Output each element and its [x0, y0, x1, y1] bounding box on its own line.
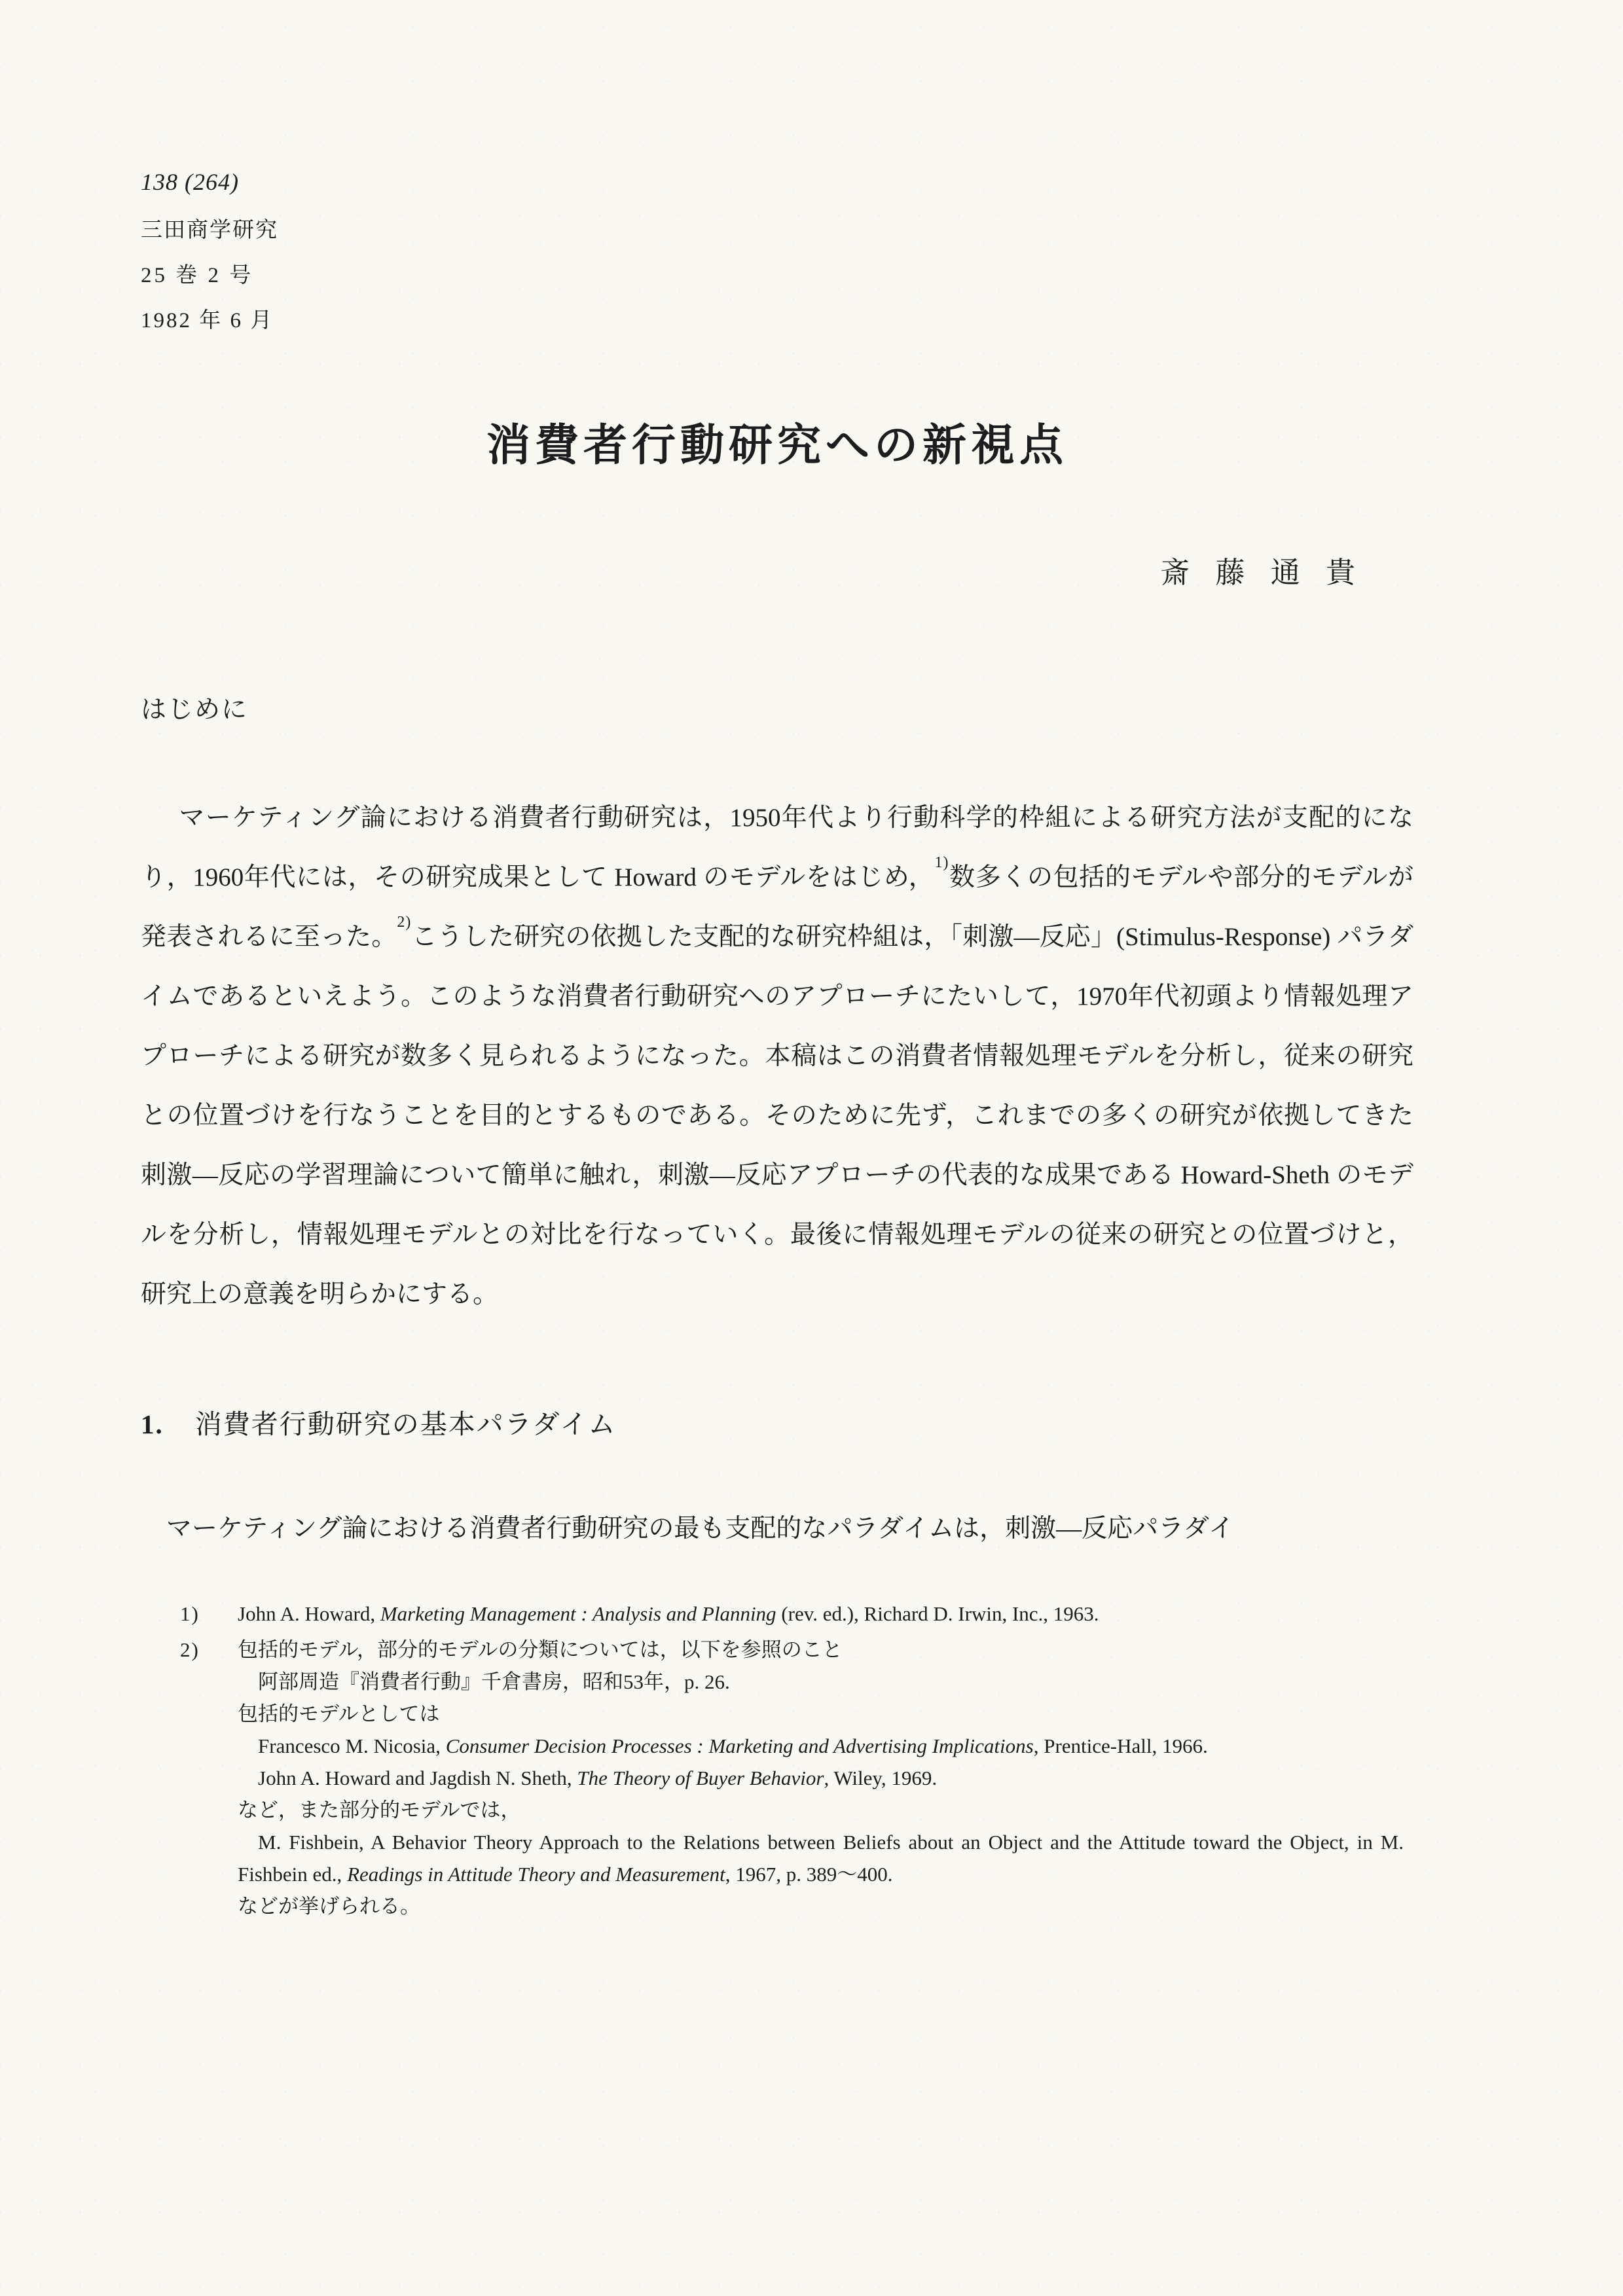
intro-paragraph-seg3: こうした研究の依拠した支配的な研究枠組は，「刺激―反応」(Stimulus-Response) パラダイムであるといえよう。このような消費者行動研究へのアプローチにたいして，1970年代初頭より情報処理アプローチによる研究が数多く見られるようになった。本稿はこの消費者情報処理モデルを分析し，従来の研究との位置づけを行なうことを目的とするものである。そのために先ず，これまでの多くの研究が依拠してきた刺激―反応の学習理論について簡単に触れ，刺激―反応アプローチの代表的な成果である Howard-Sheth のモデルを分析し，情報処理モデルとの対比を行なっていく。最後に情報処理モデルの従来の研究との位置づけと，研究上の意義を明らかにする。 [141, 923, 1413, 1308]
fishbein-seg1: M. Fishbein, A Behavior Theory Approach to the Relations between Beliefs about an Object and the Attitude toward the Object, in M. Fishbein ed., [238, 1831, 1404, 1886]
footnote-1-title-italic: Marketing Management : Analysis and Planning [380, 1602, 776, 1625]
intro-paragraph-seg2: 数多くの包括的モデルや部分的モデルが発表されるに至った。 [141, 863, 1413, 951]
section1-heading-text: 消費者行動研究の基本パラダイム [194, 1409, 617, 1439]
intro-paragraph [141, 788, 1413, 1324]
section1-heading [141, 1403, 1413, 1441]
footnote-2-fishbein-reference [238, 1826, 1404, 1890]
footnote-ref-2: 2) [397, 914, 412, 931]
footnote-2-line6: など，また部分的モデルでは， [238, 1799, 521, 1821]
footnote-2-howard-sheth-reference [238, 1762, 1404, 1794]
author-name: 斎 藤 通 貴 [1160, 556, 1364, 589]
howard-title-italic: The Theory of Buyer Behavior [577, 1767, 824, 1789]
nicosia-seg3: , Prentice-Hall, 1966. [1033, 1734, 1208, 1757]
howard-seg1: John A. Howard and Jagdish N. Sheth, [258, 1767, 577, 1789]
footnote-2-line1: 包括的モデル，部分的モデルの分類については，以下を参照のこと [238, 1638, 843, 1661]
section1-number: 1. [141, 1409, 164, 1439]
page-header [141, 170, 1413, 332]
journal-name: 三田商学研究 [141, 219, 278, 242]
footnote-1-text-seg1: John A. Howard, [238, 1602, 380, 1625]
issue-date: 1982 年 6 月 [141, 309, 274, 332]
footnote-2-marker: 2) [180, 1638, 200, 1661]
footnotes-block [180, 1598, 1404, 1922]
footnote-2-line3: 包括的モデルとしては [238, 1702, 440, 1725]
nicosia-title-italic: Consumer Decision Processes : Marketing and Advertising Implications [445, 1734, 1034, 1757]
footnote-1-text-seg3: (rev. ed.), Richard D. Irwin, Inc., 1963. [776, 1602, 1099, 1625]
volume-issue: 25 巻 2 号 [141, 264, 254, 287]
fishbein-seg3: , 1967, p. 389～400. [725, 1863, 893, 1886]
footnote-2-abe-reference: 阿部周造『消費者行動』千倉書房，昭和53年，p. 26. [258, 1670, 730, 1693]
page-number: 138 (264) [141, 169, 239, 195]
intro-section-heading: はじめに [141, 696, 249, 724]
paper-title: 消費者行動研究への新視点 [486, 422, 1068, 470]
footnote-2-nicosia-reference [238, 1730, 1404, 1762]
footnote-2 [180, 1634, 1404, 1922]
nicosia-seg1: Francesco M. Nicosia, [258, 1734, 446, 1757]
footnote-1-marker: 1) [180, 1602, 200, 1625]
footnote-2-line8: などが挙げられる。 [238, 1895, 420, 1918]
intro-paragraph-seg1: マーケティング論における消費者行動研究は，1950年代より行動科学的枠組による研究方法が支配的になり，1960年代には，その研究成果として Howard のモデルをはじめ， [141, 804, 1413, 891]
footnote-1 [180, 1598, 1404, 1630]
fishbein-title-italic: Readings in Attitude Theory and Measurement [347, 1863, 725, 1886]
howard-seg3: , Wiley, 1969. [824, 1767, 938, 1789]
section1-paragraph: マーケティング論における消費者行動研究の最も支配的なパラダイムは，刺激―反応パラダイ [166, 1515, 1234, 1543]
footnote-ref-1: 1) [934, 854, 949, 871]
